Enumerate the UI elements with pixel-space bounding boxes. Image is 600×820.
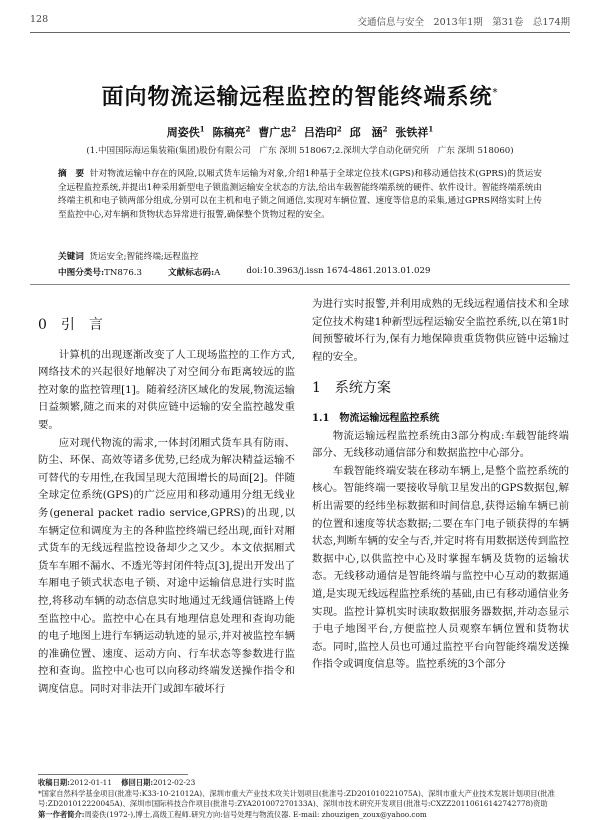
journal-info: 交通信息与安全 2013年1期 第31卷 总174期 [357, 17, 570, 28]
classification-line [58, 266, 542, 278]
clc-code [58, 266, 142, 278]
keywords [58, 250, 542, 262]
doi-value: 10.3963/j.issn 1674-4861.2013.01.029 [262, 266, 431, 276]
author-name: 周姿佚 [166, 126, 200, 139]
author-name: 曹广忠 [258, 126, 292, 139]
paragraph: 为进行实时报警,并利用成熟的无线远程通信技术和全球定位技术构建1种新型远程运输安全监控系统,以在第1时间预警破坏行为,保有力地保障贵重货物供应链中运输过程的安全。 [312, 298, 569, 363]
author-affil-mark: 1 [199, 124, 205, 134]
author-name: 吕浩印 [303, 126, 337, 139]
paragraph: 计算机的出现逐渐改变了人工现场监控的工作方式,网络技术的兴起很好地解决了对空间分布距离较远的监控对象的监控管理[1]。随着经济区域化的发展,物流运输日益频繁,随之而来的对供应链中运输的安全监控越发重要。 [38, 348, 296, 431]
doc-value: A [214, 268, 221, 278]
author-name: 陈稿亮 [212, 126, 246, 139]
paragraph: 应对现代物流的需求,一体封闭厢式货车具有防雨、防尘、环保、高效等诸多优势,已经成为解决精益运输不可替代的专用性,在我国呈现大范围增长的局面[2]。伴随全球定位系统(GPS)的广泛应用和移动通用分组无线业务(general packet radio service,GPRS)的出现,以车辆定位和调度为主的各种监控终端已经出现,面针对厢式货车的无线远程监控设备却少之又少。本文依据厢式货车车厢不漏水、不透光等封闭件特点[3],提出开发出了车厢电子锁式状态电子锁、对途中运输信息进行实时监控,将移动车辆的动态信息实时地通过无线通信链路上传至监控中心。监控中心在具有地理信息处理和查询功能的电子地图上进行车辆运动轨迹的显示,并对被监控车辆的准确位置、速度、运动方向、行车状态等参数进行监控和查询。监控中心也可以向移动终端发送操作指令和调度信息。同时对非法开门或卸车破坏行 [38, 436, 296, 695]
revised-date: 2012-02-23 [153, 778, 196, 787]
author [395, 126, 433, 139]
author [167, 126, 205, 139]
received-label: 收稿日期: [38, 778, 70, 787]
author-affil-mark: 2 [245, 124, 251, 134]
author-affil-mark: 2 [336, 124, 342, 134]
affiliation: (1.中国国际海运集装箱(集团)股份有限公司 广东 深圳 518067;2.深圳大学自动化研究所 广东 深圳 518060) [86, 146, 514, 156]
author-list [0, 124, 600, 140]
paragraph: 车载智能终端安装在移动车辆上,是整个监控系统的核心。智能终端一要接收导航卫星发出的GPS数据包,解析出需要的经纬坐标数据和时间信息,获得运输车辆已前的位置和速度等状态数据;二要在车门电子锁获得的车辆状态,判断车辆的安全与否,并定时将有用数据送传到监控数据中心,以供监控中心及时掌握车辆及货物的运输状态。无线移动通信是智能终端与监控中心互动的数据通道,是实现无线远程监控系统的基础,由已有移动通信业务实现。监控计算机实时读取数据服务器数据,并动态显示于电子地图平台,方便监控人员观察车辆位置和货物状态。同时,监控人员也可通过监控平台向智能终端发送操作指令或调度信息等。监控系统的3个部分 [312, 464, 569, 671]
first-author-text: 周姿佚(1972-),博士,高级工程师.研究方向:信号处理与物流仪器. E-mail: zhouzigen_zoux@yahoo.com [84, 809, 427, 819]
author-affil-mark: 1 [428, 124, 434, 134]
doi [246, 266, 430, 278]
revised-label: 修回日期: [121, 778, 154, 787]
first-author-label: 第一作者简介: [38, 809, 85, 819]
section-number: 0 [38, 317, 47, 333]
header-divider [30, 32, 570, 33]
title-footnote-mark: * [492, 87, 499, 99]
author-affil-mark: 2 [382, 124, 388, 134]
right-column [312, 296, 569, 674]
author [212, 126, 250, 139]
funding-note: *国家自然科学基金项目(批准号:K33-10-21012A)、深圳市重大产业技术攻关计划项目(批准号:ZD201010221075A)、深圳市重大产业技术发展计划项目(批准号:ZD201012220045A)、深圳市国际科技合作项目(批准号:ZYA201007270133A)、深圳市技术研究开发项目(批准号:CXZZ20110616142742778)资助 [38, 788, 555, 808]
paper-title-text: 面向物流运输远程监控的智能终端系统 [101, 84, 493, 110]
clc-value: TN876.3 [104, 268, 143, 278]
footnote-divider [38, 774, 188, 775]
paper-title [0, 80, 600, 111]
author-name: 张铁祥 [395, 126, 429, 139]
author [258, 126, 296, 139]
author-affil-mark: 2 [291, 124, 297, 134]
page-number: 128 [30, 14, 49, 25]
subsection-heading: 1.1 物流运输远程监控系统 [312, 412, 440, 424]
footnotes [38, 778, 570, 820]
section-title: 引 言 [60, 317, 103, 333]
section-number: 1 [312, 380, 321, 397]
section-heading-intro [38, 317, 295, 335]
author [304, 126, 342, 139]
doi-label: doi: [246, 266, 263, 276]
dates-line [38, 778, 570, 789]
author-name: 邱 涵 [349, 126, 383, 139]
author [350, 126, 388, 139]
first-author-note [38, 810, 570, 820]
running-header [30, 14, 570, 30]
section-heading-system [312, 380, 569, 398]
abstract [58, 168, 542, 222]
doc-label: 文献标志码: [168, 268, 215, 278]
left-column [38, 315, 295, 698]
paragraph: 物流运输远程监控系统由3部分构成:车载智能终端部分、无线移动通信部分和数据监控中心部分。 [312, 429, 569, 460]
abstract-text: 针对物流运输中存在的风险,以厢式货车运输为对象,介绍1种基于全球定位技术(GPS)和移动通信技术(GPRS)的货运安全远程监控系统,并提出1种采用新型电子锁监测运输安全状态的方法,给出车载智能终端系统的硬件、软件设计。智能终端系统由终端主机和电子锁两部分组成,分别可以在主机和电子锁之间通信,实现对车辆位置、速度等信息的采集,通过GPRS网络实时上传至监控中心,对车辆和货物状态异常进行报警,确保整个货物过程的安全。 [58, 169, 542, 220]
section-title: 系统方案 [334, 380, 391, 397]
abstract-divider [30, 284, 570, 285]
clc-label: 中图分类号: [58, 268, 105, 278]
received-date: 2012-01-11 [69, 778, 112, 787]
doc-code [168, 266, 220, 278]
abstract-label: 摘 要 [58, 169, 85, 179]
keywords-text: 货运安全;智能终端;远程监控 [89, 252, 199, 262]
keywords-label: 关键词 [58, 252, 84, 262]
